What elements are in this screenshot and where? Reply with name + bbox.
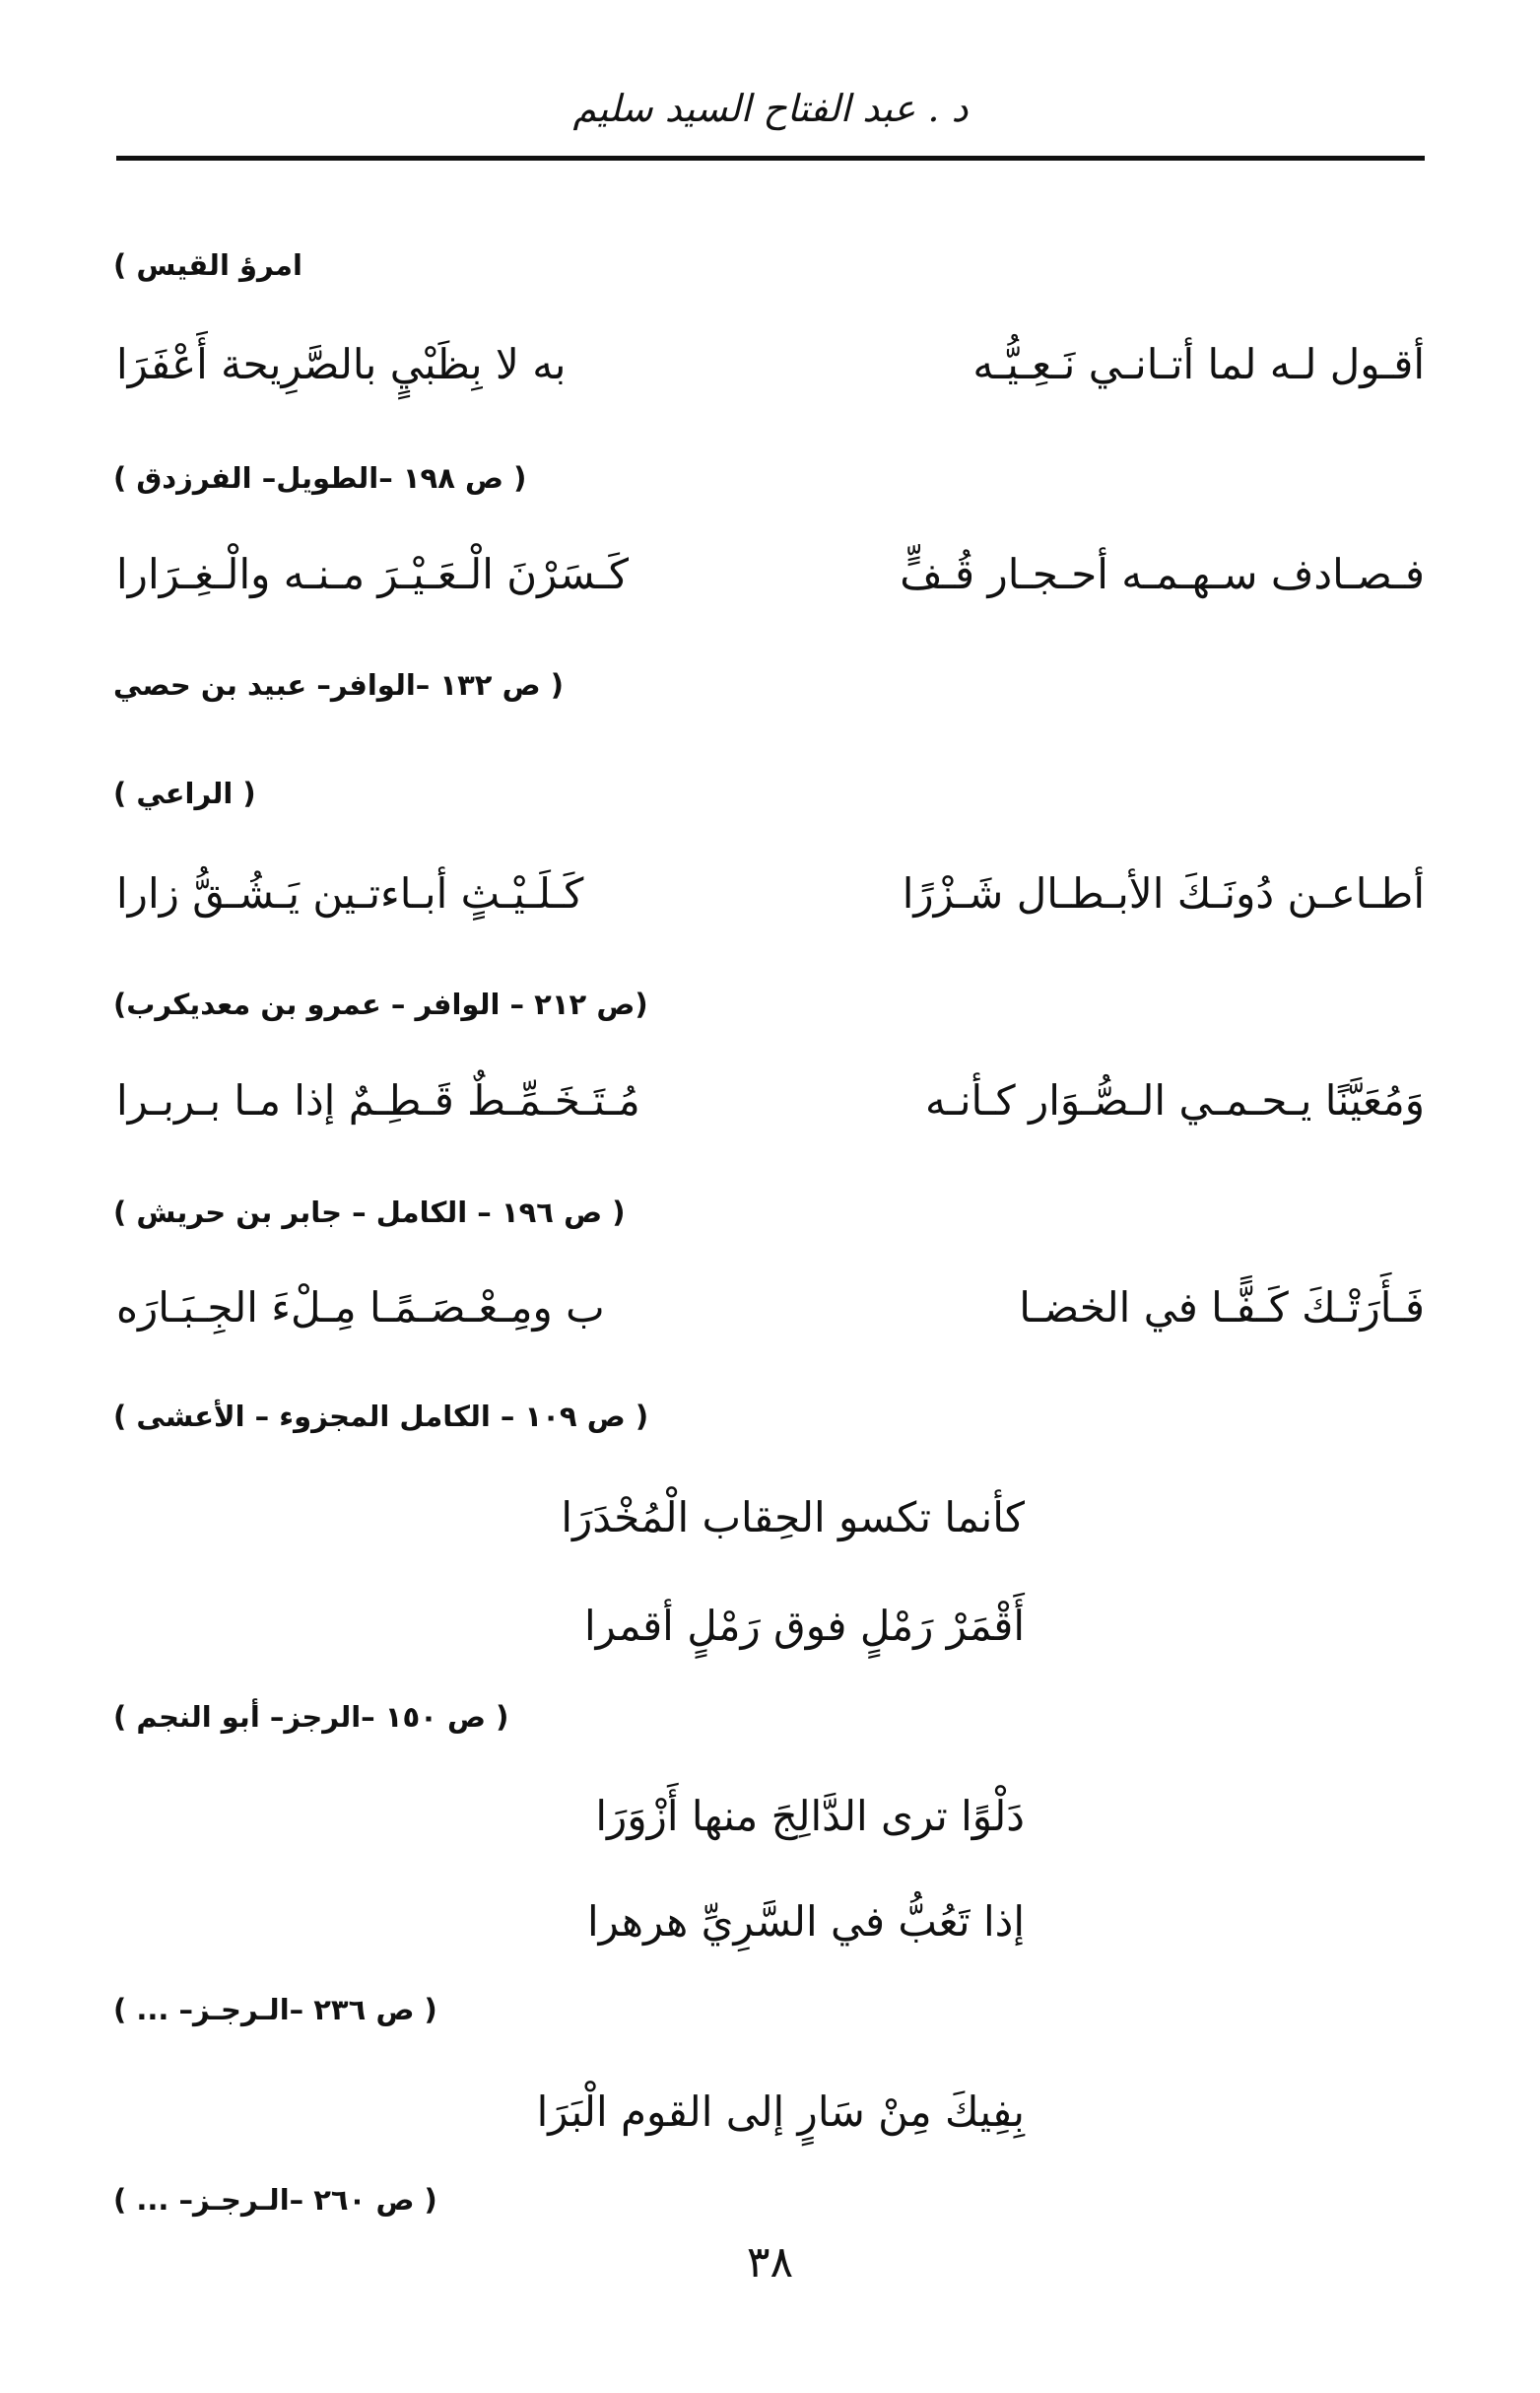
verse-2-citation: ( ص ١٣٢ –الوافر– عبيد بن حصي	[113, 668, 564, 702]
header-rule	[116, 156, 1425, 161]
verse-row-2	[116, 550, 1425, 619]
verse-3-citation: (ص ٢١٢ – الوافر – عمرو بن معديكرب)	[113, 988, 648, 1021]
rajaz-2-line-2: إذا تَعُبُّ في السَّرِيِّ هرهرا	[586, 1897, 1025, 1946]
section-label-imru-al-qays: امرؤ القيس )	[113, 248, 302, 282]
verse-4-second-hemistich: مُـتَـخَـمِّـطٌ قَـطِـمٌ إذا مـا بـربـرا	[116, 1076, 640, 1125]
verse-4-first-hemistich: وَمُعَيَّنًا يـحـمـي الـصُّـوَار كـأنـه	[925, 1076, 1425, 1125]
verse-5-first-hemistich: فَـأَرَتْـكَ كَـفًّـا في الخضـا	[1019, 1283, 1425, 1332]
rajaz-2-citation: ( ص ٢٣٦ –الـرجـز– ... )	[113, 1993, 437, 2026]
section-label-al-raai: ( الراعي )	[113, 777, 256, 810]
verse-5-citation: ( ص ١٠٩ – الكامل المجزوء – الأعشى )	[113, 1400, 649, 1433]
rajaz-1-line-2: أَقْمَرْ رَمْلٍ فوق رَمْلٍ أقمرا	[583, 1602, 1025, 1650]
rajaz-3-citation: ( ص ٢٦٠ –الـرجـز– ... )	[113, 2183, 437, 2217]
running-header: د . عبد الفتاح السيد سليم	[572, 87, 969, 130]
verse-row-4	[116, 1076, 1425, 1145]
verse-1-citation: ( ص ١٩٨ –الطويل– الفرزدق )	[113, 461, 527, 495]
verse-row-1	[116, 340, 1425, 409]
verse-row-5	[116, 1283, 1425, 1352]
verse-2-second-hemistich: كَـسَرْنَ الْـعَـيْـرَ مـنـه والْـغِـرَارا	[116, 550, 630, 598]
verse-row-3	[116, 869, 1425, 938]
rajaz-2-line-1: دَلْوًا ترى الدَّالِجَ منها أَزْوَرَا	[595, 1792, 1025, 1840]
rajaz-1-citation: ( ص ١٥٠ –الرجز– أبو النجم )	[113, 1700, 509, 1734]
verse-1-first-hemistich: أقـول لـه لما أتـانـي نَـعِـيُّـه	[972, 340, 1425, 388]
verse-3-second-hemistich: كَـلَـيْـثٍ أبـاءتـين يَـشُـقُّ زارا	[116, 869, 584, 918]
rajaz-1-line-1: كأنما تكسو الحِقاب الْمُخْدَرَا	[561, 1493, 1025, 1541]
verse-1-second-hemistich: به لا بِظَبْيٍ بالصَّرِيحة أَعْفَرَا	[116, 340, 567, 388]
verse-2-first-hemistich: فـصـادف سـهـمـه أحـجـار قُـفٍّ	[900, 550, 1425, 598]
verse-5-second-hemistich: ب ومِـعْـصَـمًـا مِـلْءَ الجِـبَـارَه	[116, 1283, 605, 1332]
rajaz-3-line-1: بِفِيكَ مِنْ سَارٍ إلى القوم الْبَرَا	[536, 2087, 1025, 2136]
verse-4-citation: ( ص ١٩٦ – الكامل – جابر بن حريش )	[113, 1196, 626, 1229]
page-number: ٣٨	[746, 2237, 794, 2288]
verse-3-first-hemistich: أطـاعـن دُونَـكَ الأبـطـال شَـزْرًا	[902, 869, 1425, 918]
